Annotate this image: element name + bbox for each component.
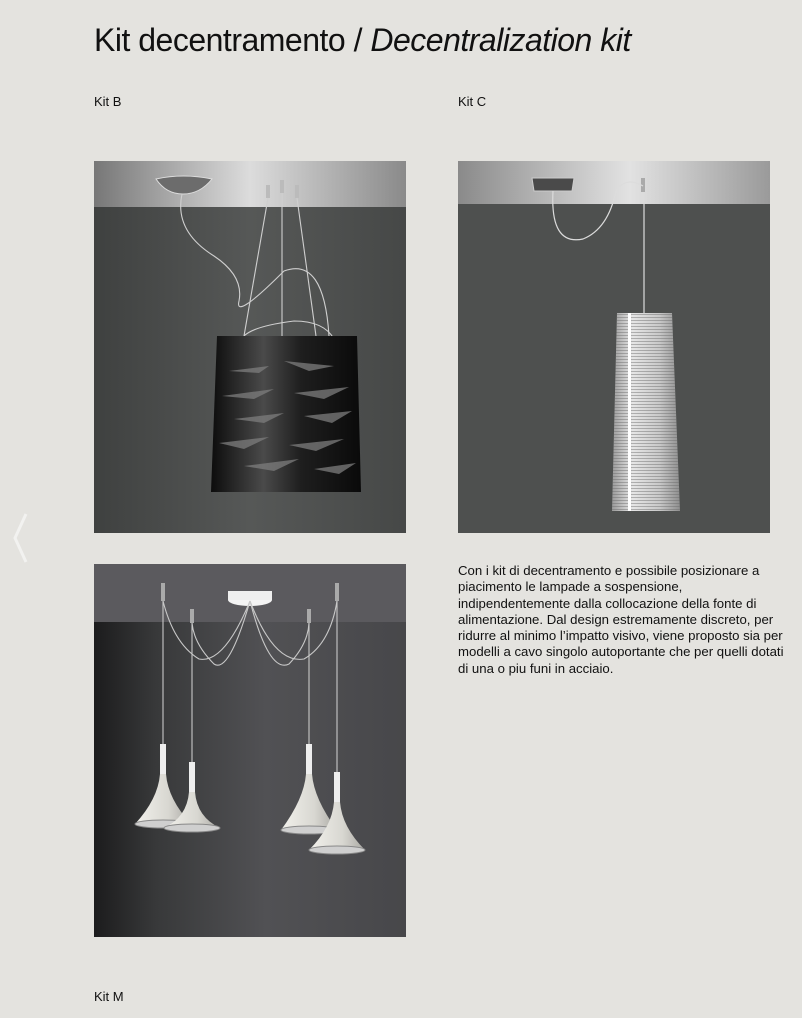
- title-english: Decentralization kit: [370, 22, 631, 58]
- kit-m-label: Kit M: [94, 989, 124, 1004]
- title-separator: /: [345, 22, 371, 58]
- kit-c-label: Kit C: [458, 94, 487, 109]
- page-title: [94, 20, 631, 60]
- kit-b-label: Kit B: [94, 94, 122, 109]
- kit-c-photo: [458, 161, 770, 533]
- kit-description: Con i kit di decentramento e possibile posizionare a piacimento le lampade a sospensione, indipendentemente dalla collocazione della fonte di alimentazione. Dal design estremamente discreto, per ridurre al minimo l’impatto visivo, viene proposto sia per modelli a cavo singolo autoportante che per quelli dotati di una o piu funi in acciaio.: [458, 563, 784, 676]
- previous-page-button[interactable]: [10, 510, 32, 566]
- chevron-left-icon: [10, 510, 32, 566]
- title-italian: Kit decentramento: [94, 22, 346, 58]
- kit-m-photo: [94, 564, 406, 937]
- kit-b-photo: [94, 161, 406, 533]
